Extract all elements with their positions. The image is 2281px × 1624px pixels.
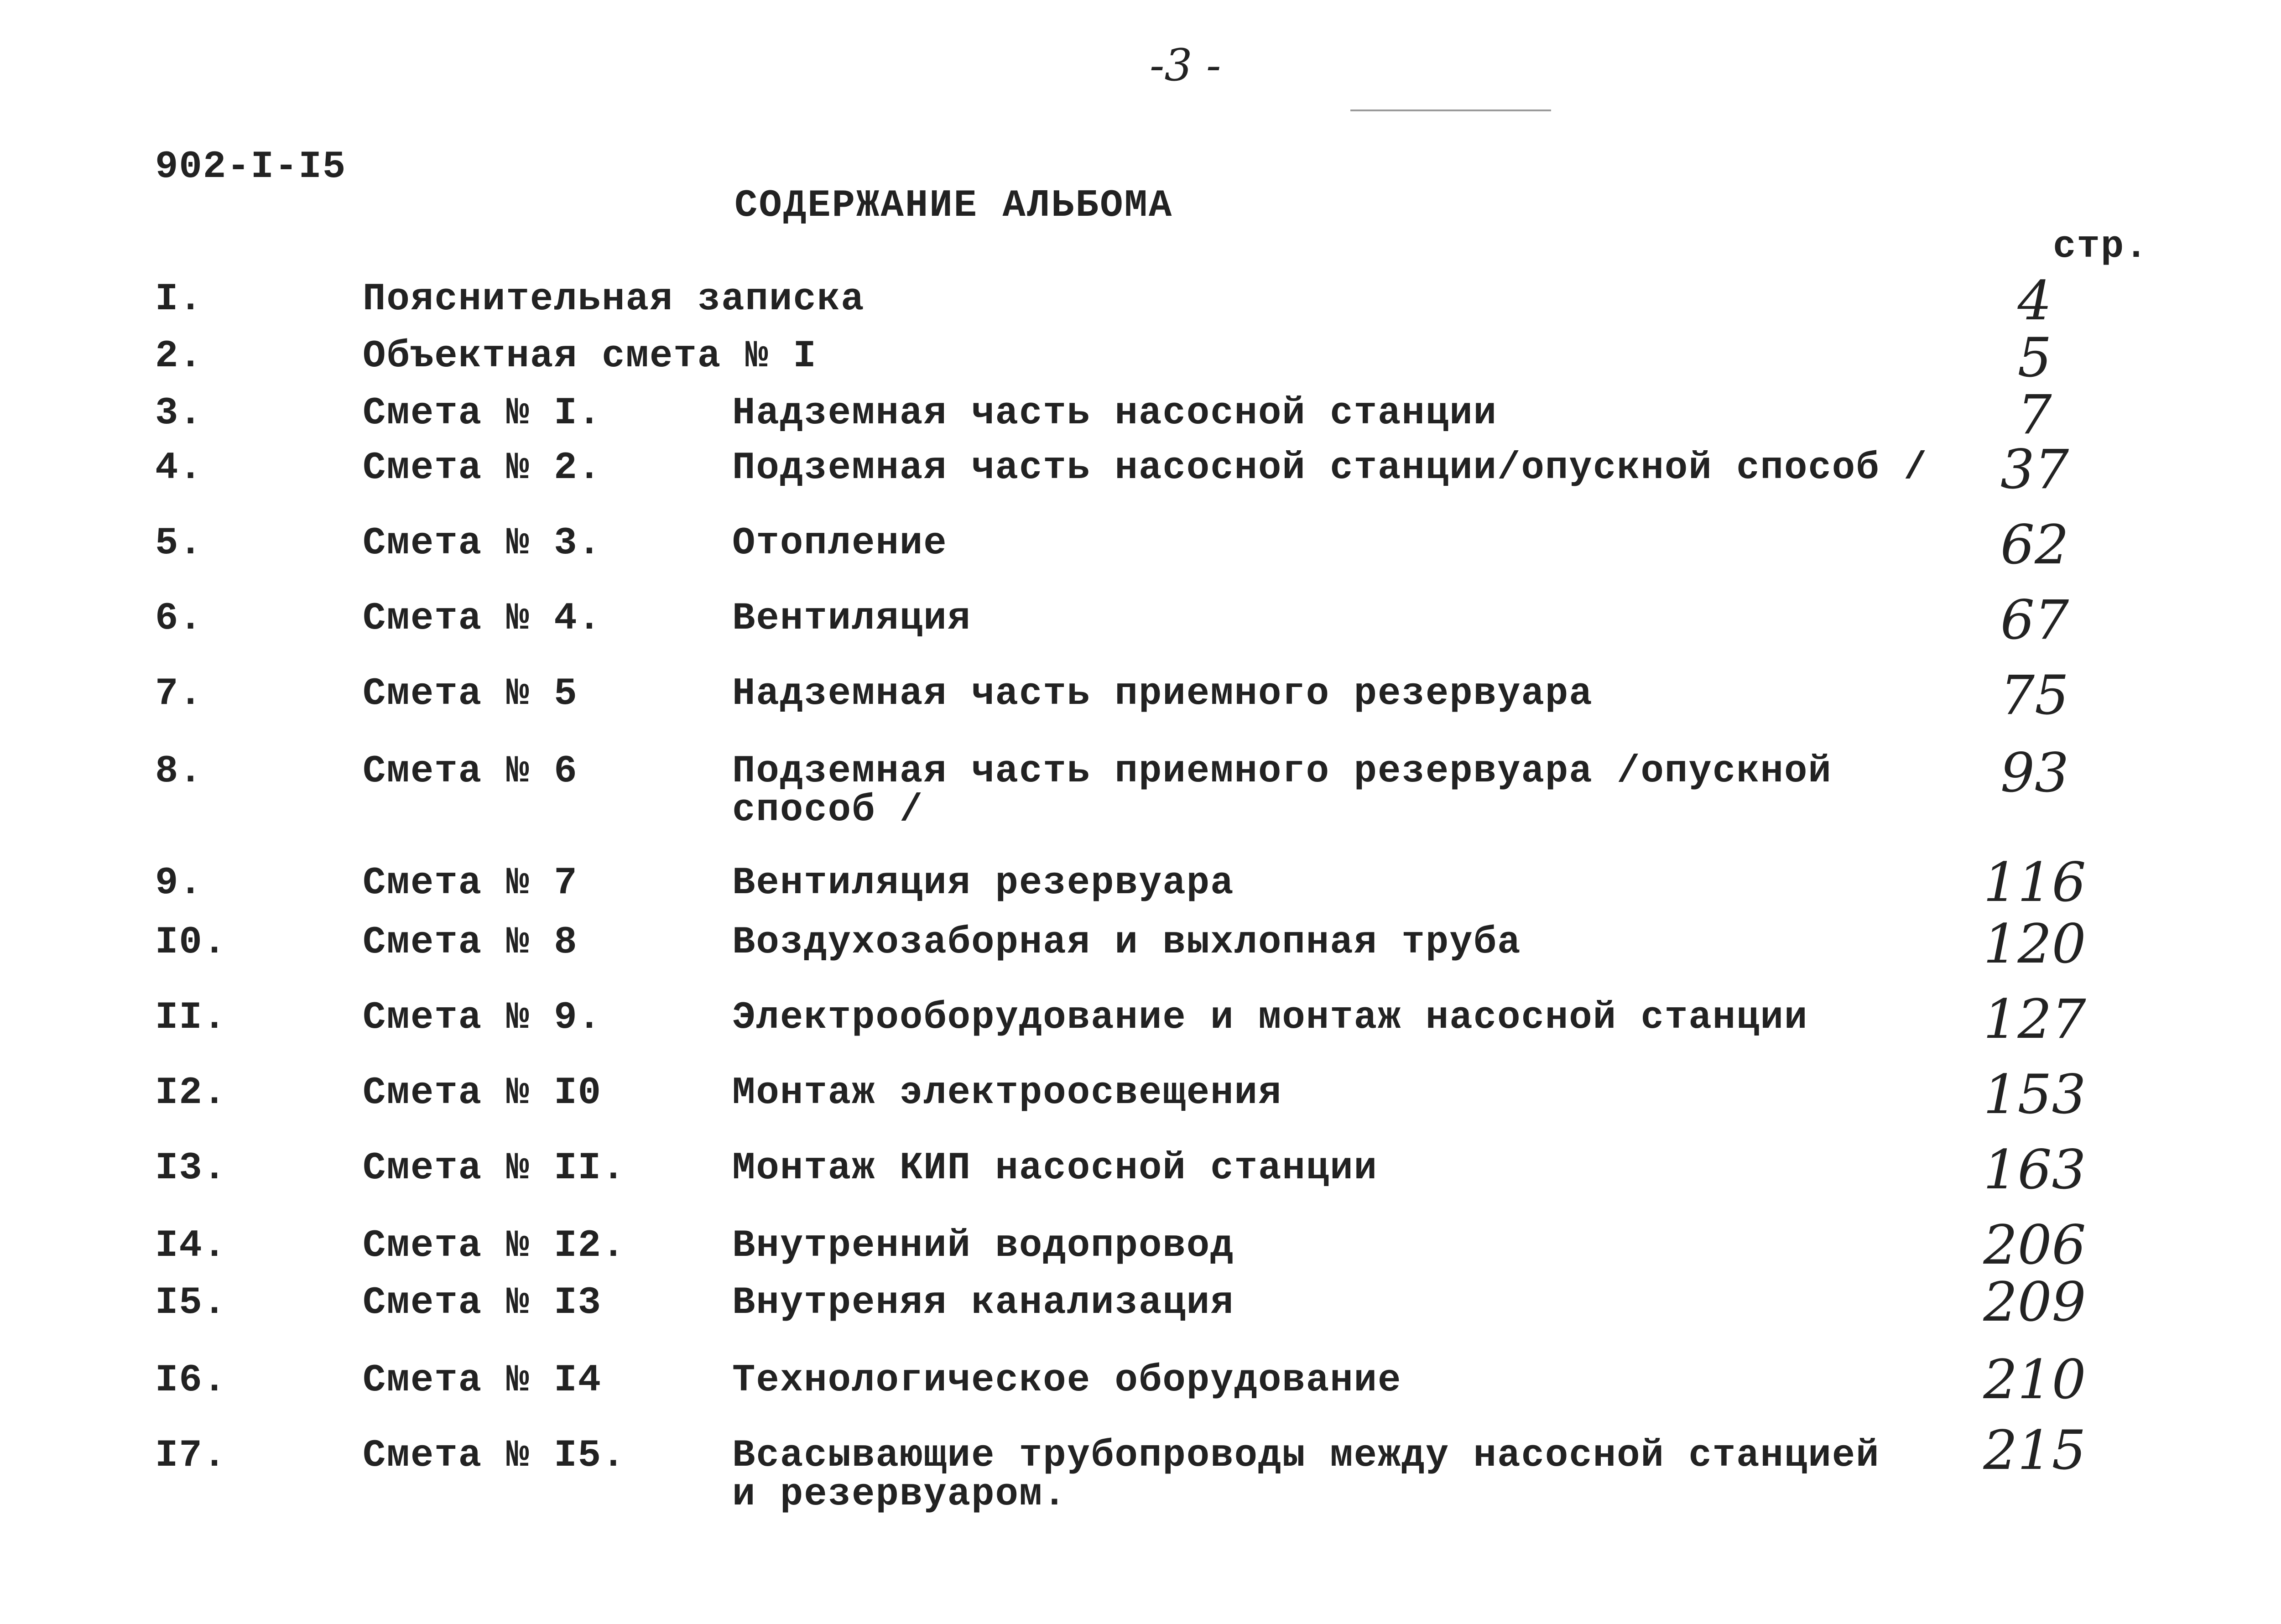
item-number: I. xyxy=(155,278,203,321)
item-page: 67 xyxy=(2000,588,2069,651)
item-description-continued: и резервуаром. xyxy=(732,1473,1067,1516)
item-number: I0. xyxy=(155,921,227,964)
item-description: Отопление xyxy=(732,522,948,565)
item-description: Монтаж электроосвещения xyxy=(732,1072,1282,1115)
item-page: 163 xyxy=(1983,1138,2086,1201)
item-number: 4. xyxy=(155,447,203,490)
item-number: II. xyxy=(155,996,227,1040)
list-item xyxy=(0,1419,2281,1528)
page-title: СОДЕРЖАНИЕ АЛЬБОМА xyxy=(734,184,1173,228)
item-description: Надземная часть приемного резервуара xyxy=(732,672,1593,716)
item-ref: Смета № 5 xyxy=(363,672,578,716)
item-description: Внутреняя канализация xyxy=(732,1281,1234,1325)
item-ref: Смета № II. xyxy=(363,1147,626,1190)
item-ref: Смета № I. xyxy=(363,392,602,435)
item-ref: Смета № 9. xyxy=(363,996,602,1040)
item-page: 215 xyxy=(1983,1419,2086,1482)
item-page: 209 xyxy=(1983,1270,2086,1333)
item-page: 116 xyxy=(1983,851,2086,914)
item-number: I3. xyxy=(155,1147,227,1190)
item-number: 6. xyxy=(155,597,203,640)
item-ref: Смета № I5. xyxy=(363,1434,626,1478)
item-page: 37 xyxy=(2000,438,2069,501)
stray-mark xyxy=(1350,109,1551,111)
item-page: 206 xyxy=(1983,1213,2086,1276)
item-page: 4 xyxy=(2017,269,2052,332)
item-page: 93 xyxy=(2000,741,2069,804)
item-ref: Смета № 4. xyxy=(363,597,602,640)
item-description: Технологическое оборудование xyxy=(732,1359,1402,1402)
item-ref: Смета № I4 xyxy=(363,1359,602,1402)
item-ref: Смета № I2. xyxy=(363,1224,626,1268)
item-page: 62 xyxy=(2000,513,2069,576)
item-page: 210 xyxy=(1983,1348,2086,1411)
item-page: 153 xyxy=(1983,1063,2086,1126)
item-description: Надземная часть насосной станции xyxy=(732,392,1498,435)
document-code: 902-I-I5 xyxy=(155,146,347,189)
item-page: 5 xyxy=(2017,326,2052,389)
item-title: Объектная смета № I xyxy=(363,335,817,378)
item-page: 75 xyxy=(2000,664,2069,727)
page-number: -3 - xyxy=(1150,40,1221,91)
list-item xyxy=(0,741,2281,844)
item-description: Электрооборудование и монтаж насосной станции xyxy=(732,996,1808,1040)
item-title: Пояснительная записка xyxy=(363,278,865,321)
item-ref: Смета № I3 xyxy=(363,1281,602,1325)
item-number: I2. xyxy=(155,1072,227,1115)
item-number: 2. xyxy=(155,335,203,378)
item-ref: Смета № 7 xyxy=(363,862,578,905)
item-number: I7. xyxy=(155,1434,227,1478)
item-ref: Смета № 3. xyxy=(363,522,602,565)
item-number: 9. xyxy=(155,862,203,905)
item-ref: Смета № 2. xyxy=(363,447,602,490)
item-ref: Смета № 6 xyxy=(363,750,578,793)
item-number: 8. xyxy=(155,750,203,793)
item-description: Подземная часть насосной станции/опускной способ / xyxy=(732,447,1928,490)
item-number: I6. xyxy=(155,1359,227,1402)
item-number: 3. xyxy=(155,392,203,435)
item-description: Всасывающие трубопроводы между насосной станцией xyxy=(732,1434,1880,1478)
item-ref: Смета № 8 xyxy=(363,921,578,964)
item-description: Подземная часть приемного резервуара /опускной xyxy=(732,750,1832,793)
item-page: 127 xyxy=(1983,988,2086,1051)
item-description: Внутренний водопровод xyxy=(732,1224,1234,1268)
item-description: Вентиляция резервуара xyxy=(732,862,1234,905)
item-ref: Смета № I0 xyxy=(363,1072,602,1115)
item-page: 120 xyxy=(1983,912,2086,975)
item-description: Монтаж КИП насосной станции xyxy=(732,1147,1378,1190)
item-number: I4. xyxy=(155,1224,227,1268)
item-description: Воздухозаборная и выхлопная труба xyxy=(732,921,1521,964)
item-page: 7 xyxy=(2017,383,2052,446)
item-number: 7. xyxy=(155,672,203,716)
item-number: 5. xyxy=(155,522,203,565)
item-description: Вентиляция xyxy=(732,597,972,640)
item-number: I5. xyxy=(155,1281,227,1325)
item-description-continued: способ / xyxy=(732,789,924,832)
page-column-header: стр. xyxy=(2053,225,2149,269)
